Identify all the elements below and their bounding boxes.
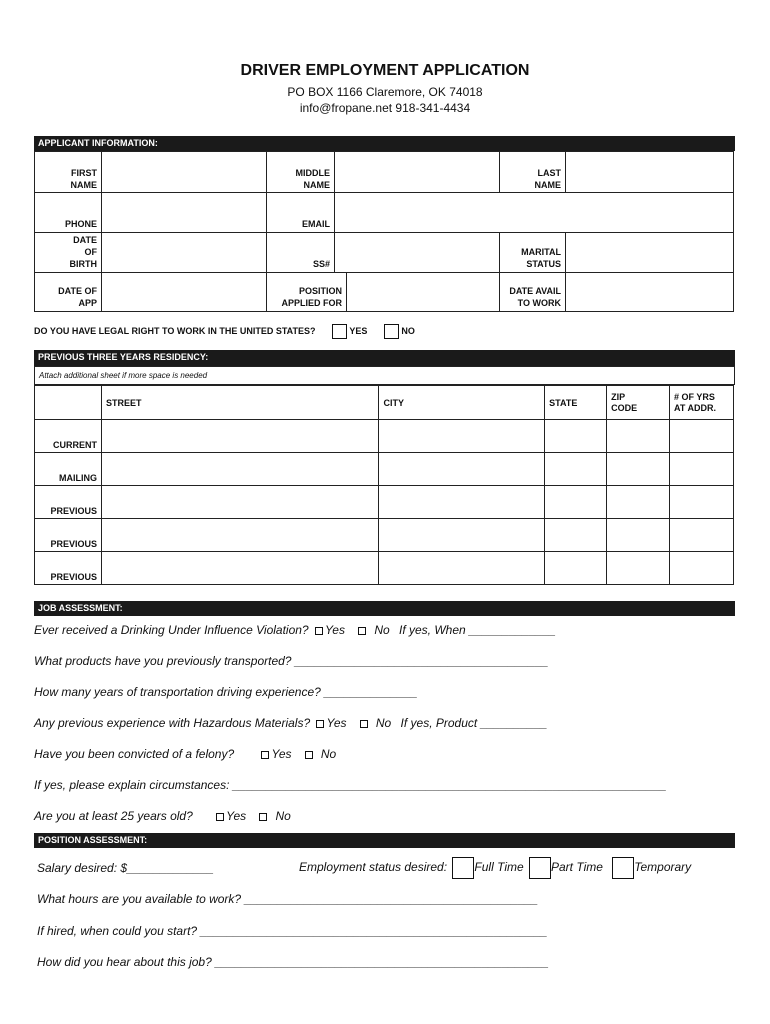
hazmat-question-row xyxy=(34,716,547,730)
email-field[interactable] xyxy=(334,192,734,233)
dui-yes-label: Yes xyxy=(324,623,345,637)
residency-header-row xyxy=(35,386,734,420)
dob-field[interactable] xyxy=(101,232,267,273)
row-label-previous: PREVIOUS xyxy=(35,486,102,519)
dui-when-field[interactable]: If yes, When _____________ xyxy=(399,623,556,637)
experience-question[interactable]: How many years of transportation driving experience? ______________ xyxy=(34,685,418,699)
dui-no-label: No xyxy=(374,623,390,637)
salary-field[interactable]: Salary desired: $_____________ xyxy=(37,861,214,875)
city-cell[interactable] xyxy=(379,420,545,453)
applicant-grid xyxy=(34,151,734,312)
hours-question[interactable]: What hours are you available to work? ____________________________________________ xyxy=(37,892,539,906)
felony-no-label: No xyxy=(320,747,337,761)
part-time-checkbox[interactable] xyxy=(529,857,551,879)
middle-name-label: MIDDLE NAME xyxy=(295,168,330,190)
part-time-label: Part Time xyxy=(551,860,603,874)
dob-label: DATE OF BIRTH xyxy=(69,235,97,269)
city-column-header: CITY xyxy=(379,386,545,420)
residency-table xyxy=(34,385,734,585)
hazmat-no-label: No xyxy=(375,716,392,730)
full-time-label: Full Time xyxy=(474,860,524,874)
position-assessment-header: POSITION ASSESSMENT: xyxy=(34,833,735,848)
circumstances-question[interactable]: If yes, please explain circumstances: _________________________________________________________________ xyxy=(34,778,667,792)
street-column-header: STREET xyxy=(101,386,378,420)
felony-yes-label: Yes xyxy=(271,747,292,761)
years-cell[interactable] xyxy=(670,453,734,486)
hazmat-no-checkbox[interactable] xyxy=(360,720,368,728)
table-row xyxy=(35,420,734,453)
date-of-app-field[interactable] xyxy=(101,272,267,312)
form-title: DRIVER EMPLOYMENT APPLICATION xyxy=(240,62,530,79)
city-cell[interactable] xyxy=(379,486,545,519)
products-question[interactable]: What products have you previously transported? ______________________________________ xyxy=(34,654,549,668)
temporary-label: Temporary xyxy=(634,860,692,874)
legal-yes-checkbox[interactable] xyxy=(332,324,347,339)
position-applied-label: POSITION APPLIED FOR xyxy=(281,286,342,308)
table-row xyxy=(35,486,734,519)
table-row xyxy=(35,453,734,486)
years-cell[interactable] xyxy=(670,552,734,585)
felony-yes-checkbox[interactable] xyxy=(261,751,269,759)
row-label-current: CURRENT xyxy=(35,420,102,453)
hear-question[interactable]: How did you hear about this job? __________________________________________________ xyxy=(37,955,549,969)
table-row xyxy=(35,552,734,585)
dui-question: Ever received a Drinking Under Influence Violation? xyxy=(34,623,309,637)
years-column-header: # OF YRS AT ADDR. xyxy=(670,386,734,420)
company-contact: info@fropane.net 918-341-4434 xyxy=(299,101,471,115)
date-of-app-label: DATE OF APP xyxy=(58,286,97,308)
middle-name-field[interactable] xyxy=(334,151,500,193)
first-name-field[interactable] xyxy=(101,151,267,193)
table-row xyxy=(35,519,734,552)
phone-label: PHONE xyxy=(64,219,97,229)
phone-field[interactable] xyxy=(101,192,267,233)
start-question[interactable]: If hired, when could you start? ____________________________________________________ xyxy=(37,924,548,938)
legal-no-checkbox[interactable] xyxy=(384,324,399,339)
row-label-previous: PREVIOUS xyxy=(35,519,102,552)
state-cell[interactable] xyxy=(545,453,607,486)
street-cell[interactable] xyxy=(101,519,378,552)
row-label-previous: PREVIOUS xyxy=(35,552,102,585)
state-cell[interactable] xyxy=(545,486,607,519)
felony-question-row xyxy=(34,747,336,761)
full-time-checkbox[interactable] xyxy=(452,857,474,879)
state-cell[interactable] xyxy=(545,552,607,585)
age-no-label: No xyxy=(275,809,291,823)
marital-status-field[interactable] xyxy=(565,232,734,273)
row-label-mailing: MAILING xyxy=(35,453,102,486)
email-label: EMAIL xyxy=(302,219,330,229)
legal-yes-label: YES xyxy=(349,325,368,336)
company-address: PO BOX 1166 Claremore, OK 74018 xyxy=(287,85,483,99)
ssn-label: SS# xyxy=(312,259,330,269)
state-column-header: STATE xyxy=(545,386,607,420)
dui-no-checkbox[interactable] xyxy=(358,627,366,635)
hazmat-yes-label: Yes xyxy=(326,716,347,730)
date-avail-field[interactable] xyxy=(565,272,734,312)
years-cell[interactable] xyxy=(670,486,734,519)
street-cell[interactable] xyxy=(101,552,378,585)
applicant-section-header: APPLICANT INFORMATION: xyxy=(34,136,735,151)
employment-status-row xyxy=(299,853,691,881)
job-assessment-header: JOB ASSESSMENT: xyxy=(34,601,735,616)
zip-cell[interactable] xyxy=(607,453,670,486)
last-name-field[interactable] xyxy=(565,151,734,193)
age-question: Are you at least 25 years old? xyxy=(34,809,193,823)
zip-cell[interactable] xyxy=(607,552,670,585)
date-avail-label: DATE AVAIL TO WORK xyxy=(509,286,561,308)
legal-no-label: NO xyxy=(401,325,415,336)
felony-question: Have you been convicted of a felony? xyxy=(34,747,235,761)
zip-column-header: ZIP CODE xyxy=(607,386,670,420)
hazmat-question: Any previous experience with Hazardous Materials? xyxy=(34,716,311,730)
age-question-row xyxy=(34,809,291,823)
employment-status-label: Employment status desired: xyxy=(299,860,448,874)
city-cell[interactable] xyxy=(379,453,545,486)
first-name-label: FIRST NAME xyxy=(70,168,97,190)
years-cell[interactable] xyxy=(670,420,734,453)
legal-right-question: DO YOU HAVE LEGAL RIGHT TO WORK IN THE UNITED STATES? xyxy=(34,325,316,336)
dui-question-row xyxy=(34,623,556,637)
legal-right-row xyxy=(34,324,415,339)
felony-no-checkbox[interactable] xyxy=(305,751,313,759)
zip-cell[interactable] xyxy=(607,519,670,552)
street-cell[interactable] xyxy=(101,420,378,453)
residency-note: Attach additional sheet if more space is needed xyxy=(34,366,735,385)
hazmat-yes-checkbox[interactable] xyxy=(316,720,324,728)
temporary-checkbox[interactable] xyxy=(612,857,634,879)
state-cell[interactable] xyxy=(545,420,607,453)
residency-section-header: PREVIOUS THREE YEARS RESIDENCY: xyxy=(34,350,735,366)
hazmat-product-field[interactable]: If yes, Product __________ xyxy=(400,716,548,730)
city-cell[interactable] xyxy=(379,519,545,552)
dui-yes-checkbox[interactable] xyxy=(315,627,323,635)
age-no-checkbox[interactable] xyxy=(259,813,267,821)
street-cell[interactable] xyxy=(101,486,378,519)
age-yes-label: Yes xyxy=(226,809,247,823)
city-cell[interactable] xyxy=(379,552,545,585)
street-cell[interactable] xyxy=(101,453,378,486)
age-yes-checkbox[interactable] xyxy=(216,813,224,821)
zip-cell[interactable] xyxy=(607,420,670,453)
marital-status-label: MARITAL STATUS xyxy=(521,247,561,269)
state-cell[interactable] xyxy=(545,519,607,552)
last-name-label: LAST NAME xyxy=(534,168,561,190)
ssn-field[interactable] xyxy=(334,232,500,273)
position-applied-field[interactable] xyxy=(346,272,500,312)
years-cell[interactable] xyxy=(670,519,734,552)
zip-cell[interactable] xyxy=(607,486,670,519)
